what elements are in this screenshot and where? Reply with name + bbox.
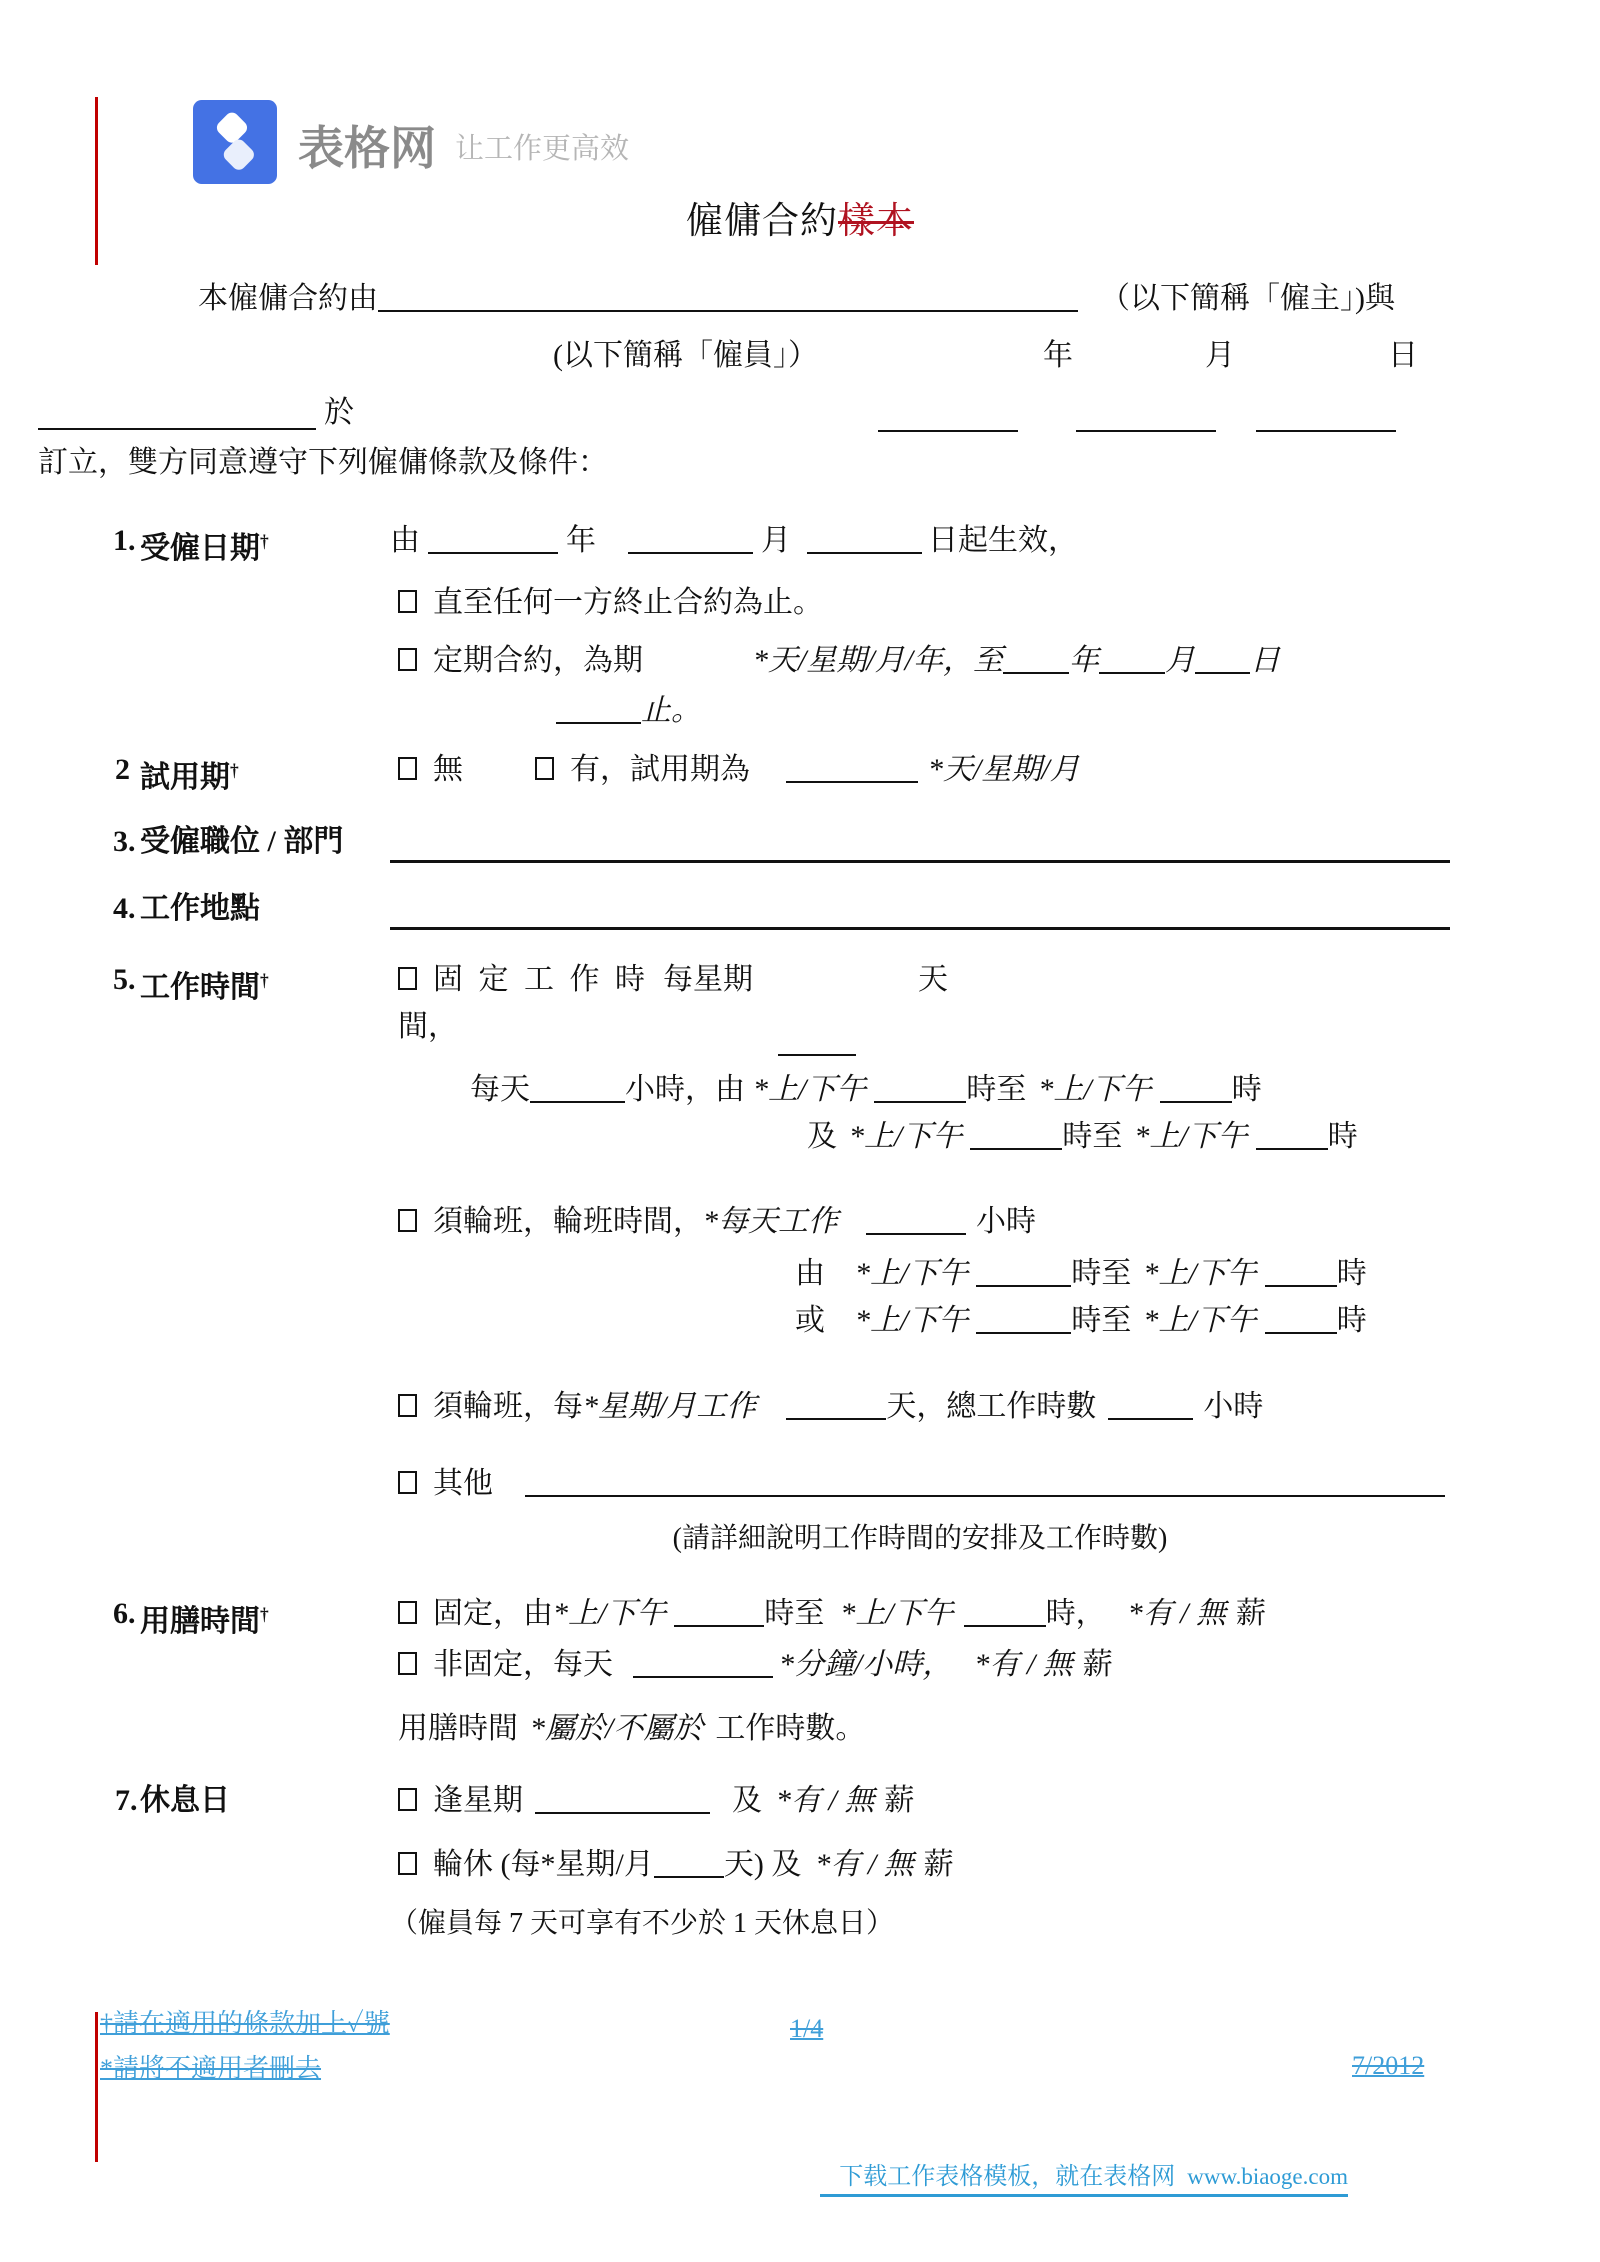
section6-number: 6. [113, 1597, 136, 1630]
section7-title: 休息日 [140, 1784, 230, 1817]
section4-number: 4. [113, 892, 136, 925]
checkbox [398, 1394, 417, 1417]
section3-title: 受僱職位 / 部門 [140, 825, 344, 858]
document-title [0, 190, 1600, 244]
blank-employer-name [378, 302, 1078, 312]
blank-time-to [1160, 1093, 1232, 1103]
checkbox [398, 967, 417, 990]
blank-start-year [428, 544, 558, 554]
blank-employee-name [38, 396, 316, 430]
brand-tagline: 让工作更高效 [455, 133, 630, 165]
section7-option-rotating-rest: 輪休 (每*星期/月 天) 及 *有 / 無 薪 [398, 1845, 954, 1885]
section6-option-fixed-meal: 固定，由*上/下午 時至 *上/下午 時， *有 / 無 薪 [398, 1594, 1266, 1634]
section1-effective-line: 由 年 月 日起生效， [390, 524, 1078, 557]
section5-number: 5. [113, 963, 136, 996]
section5-option-shift: 須輪班，輪班時間，*每天工作 小時 [398, 1202, 1036, 1242]
intro-line2-month: 月 [1205, 339, 1235, 372]
section2-title: 試用期† [140, 760, 239, 794]
checkbox [398, 1471, 417, 1494]
blank-until [556, 714, 641, 724]
section6-option-flex-meal: 非固定，每天 *分鐘/小時， *有 / 無 薪 [398, 1645, 1113, 1685]
blank-meal-from [674, 1617, 764, 1627]
footer-url-link[interactable]: www.biaoge.com [1187, 2164, 1348, 2189]
blank-time-to [1265, 1277, 1337, 1287]
checkbox [398, 648, 417, 671]
section2-number: 2 [115, 753, 130, 786]
intro-line-1 [198, 279, 1395, 319]
biaoge-logo-icon [193, 100, 277, 184]
section2-options: 無 有，試用期為 *天/星期/月 [398, 750, 1080, 790]
blank-work-location [390, 889, 1450, 930]
intro-line2-year: 年 [1043, 339, 1073, 372]
section1-title: 受僱日期† [140, 531, 269, 565]
section6-title: 用膳時間† [140, 1604, 269, 1638]
checkbox [398, 590, 417, 613]
section5-option-shift-total: 須輪班，每*星期/月工作 天，總工作時數 小時 [398, 1387, 1263, 1427]
blank-time-to [1256, 1140, 1328, 1150]
blank-total-hours [1108, 1410, 1193, 1420]
brand-name: 表格网 [298, 122, 436, 174]
blank-time-from [970, 1140, 1062, 1150]
section1-option-until-termination: 直至任何一方終止合約為止。 [398, 583, 823, 623]
checkbox [398, 1788, 417, 1811]
intro-line2-employee-label: (以下簡稱「僱員」） [553, 339, 818, 372]
section5-daily-hours-line2: 及 *上/下午 時至 *上/下午 時 [807, 1120, 1358, 1153]
blank-end-day [1195, 664, 1250, 674]
section1-number: 1. [113, 524, 136, 557]
blank-rest-days [654, 1868, 724, 1878]
dagger-mark: † [260, 531, 269, 551]
intro-line1-pre: 本僱傭合約由 [198, 282, 378, 315]
title-main: 僱傭合約 [686, 201, 838, 242]
blank-time-from [976, 1277, 1071, 1287]
checkbox [535, 757, 554, 780]
blank-rest-weekday [535, 1804, 710, 1814]
blank-time-to [1265, 1324, 1337, 1334]
page-number: 1/4 [790, 2014, 824, 2043]
intro-line3-at: 於 [324, 396, 354, 429]
section7-option-weekly-rest: 逢星期 及 *有 / 無 薪 [398, 1781, 914, 1821]
blank-shift-days [786, 1410, 886, 1420]
blank-sign-year [878, 398, 1018, 432]
intro-line1-post: （以下簡稱「僱主」)與 [1100, 282, 1395, 315]
dagger-mark: † [260, 1604, 269, 1624]
section1-option-fixed-term: 定期合約，為期 *天/星期/月/年，至 年 月 日 [398, 641, 1280, 681]
blank-hours-per-day [530, 1093, 625, 1103]
footer-slogan: 下载工作表格模板，就在表格网 [839, 2164, 1176, 2190]
intro-line2-day: 日 [1388, 339, 1418, 372]
checkbox [398, 757, 417, 780]
issue-date: 7/2012 [1352, 2051, 1425, 2080]
blank-shift-hours [866, 1225, 966, 1235]
section5-daily-hours-line: 每天 小時，由 *上/下午 時至 *上/下午 時 [470, 1073, 1262, 1106]
section6-meal-counts-line: 用膳時間 *屬於/不屬於 工作時數。 [398, 1712, 866, 1745]
revision-bar-bottom [95, 2012, 98, 2162]
blank-days-per-week [778, 1022, 856, 1056]
section3-number: 3. [113, 825, 136, 858]
section5-fixed-hours-wrap: 間， [398, 1010, 458, 1043]
section1-until-line: 止。 [556, 691, 701, 731]
section5-note: (請詳細說明工作時間的安排及工作時數) [672, 1523, 1168, 1554]
blank-sign-day [1256, 398, 1396, 432]
footnote-asterisk: *請將不適用者刪去 [100, 2054, 322, 2083]
blank-start-day [807, 544, 922, 554]
section5-title: 工作時間† [140, 970, 269, 1004]
footnote-dagger: †請在適用的條款加上✓號 [100, 2009, 390, 2038]
section7-number: 7. [115, 1784, 138, 1817]
checkbox [398, 1852, 417, 1875]
blank-other-hours [525, 1487, 1445, 1497]
section5-shift-time-line2: 或 *上/下午 時至 *上/下午 時 [795, 1304, 1367, 1337]
checkbox [398, 1209, 417, 1232]
blank-meal-duration [633, 1668, 773, 1678]
section7-note: （僱員每 7 天可享有不少於 1 天休息日） [390, 1908, 895, 1939]
intro-line-4: 訂立，雙方同意遵守下列僱傭條款及條件： [38, 446, 608, 479]
blank-time-from [874, 1093, 966, 1103]
dagger-mark: † [230, 760, 239, 780]
site-footer [820, 2156, 1348, 2197]
section5-option-fixed-hours: 固 定 工 作 時 每星期 天 [398, 960, 948, 1000]
blank-end-year [1003, 664, 1069, 674]
section4-title: 工作地點 [140, 892, 260, 925]
blank-start-month [628, 544, 753, 554]
blank-time-from [976, 1324, 1071, 1334]
blank-position-department [390, 822, 1450, 863]
dagger-mark: † [260, 970, 269, 990]
section5-shift-time-line1: 由 *上/下午 時至 *上/下午 時 [795, 1257, 1367, 1290]
blank-probation-length [786, 773, 918, 783]
title-sample-strikethrough: 樣本 [838, 201, 914, 242]
blank-sign-month [1076, 398, 1216, 432]
blank-meal-to [964, 1617, 1046, 1627]
checkbox [398, 1652, 417, 1675]
checkbox [398, 1601, 417, 1624]
section5-option-other: 其他 [398, 1464, 1445, 1504]
blank-end-month [1099, 664, 1165, 674]
